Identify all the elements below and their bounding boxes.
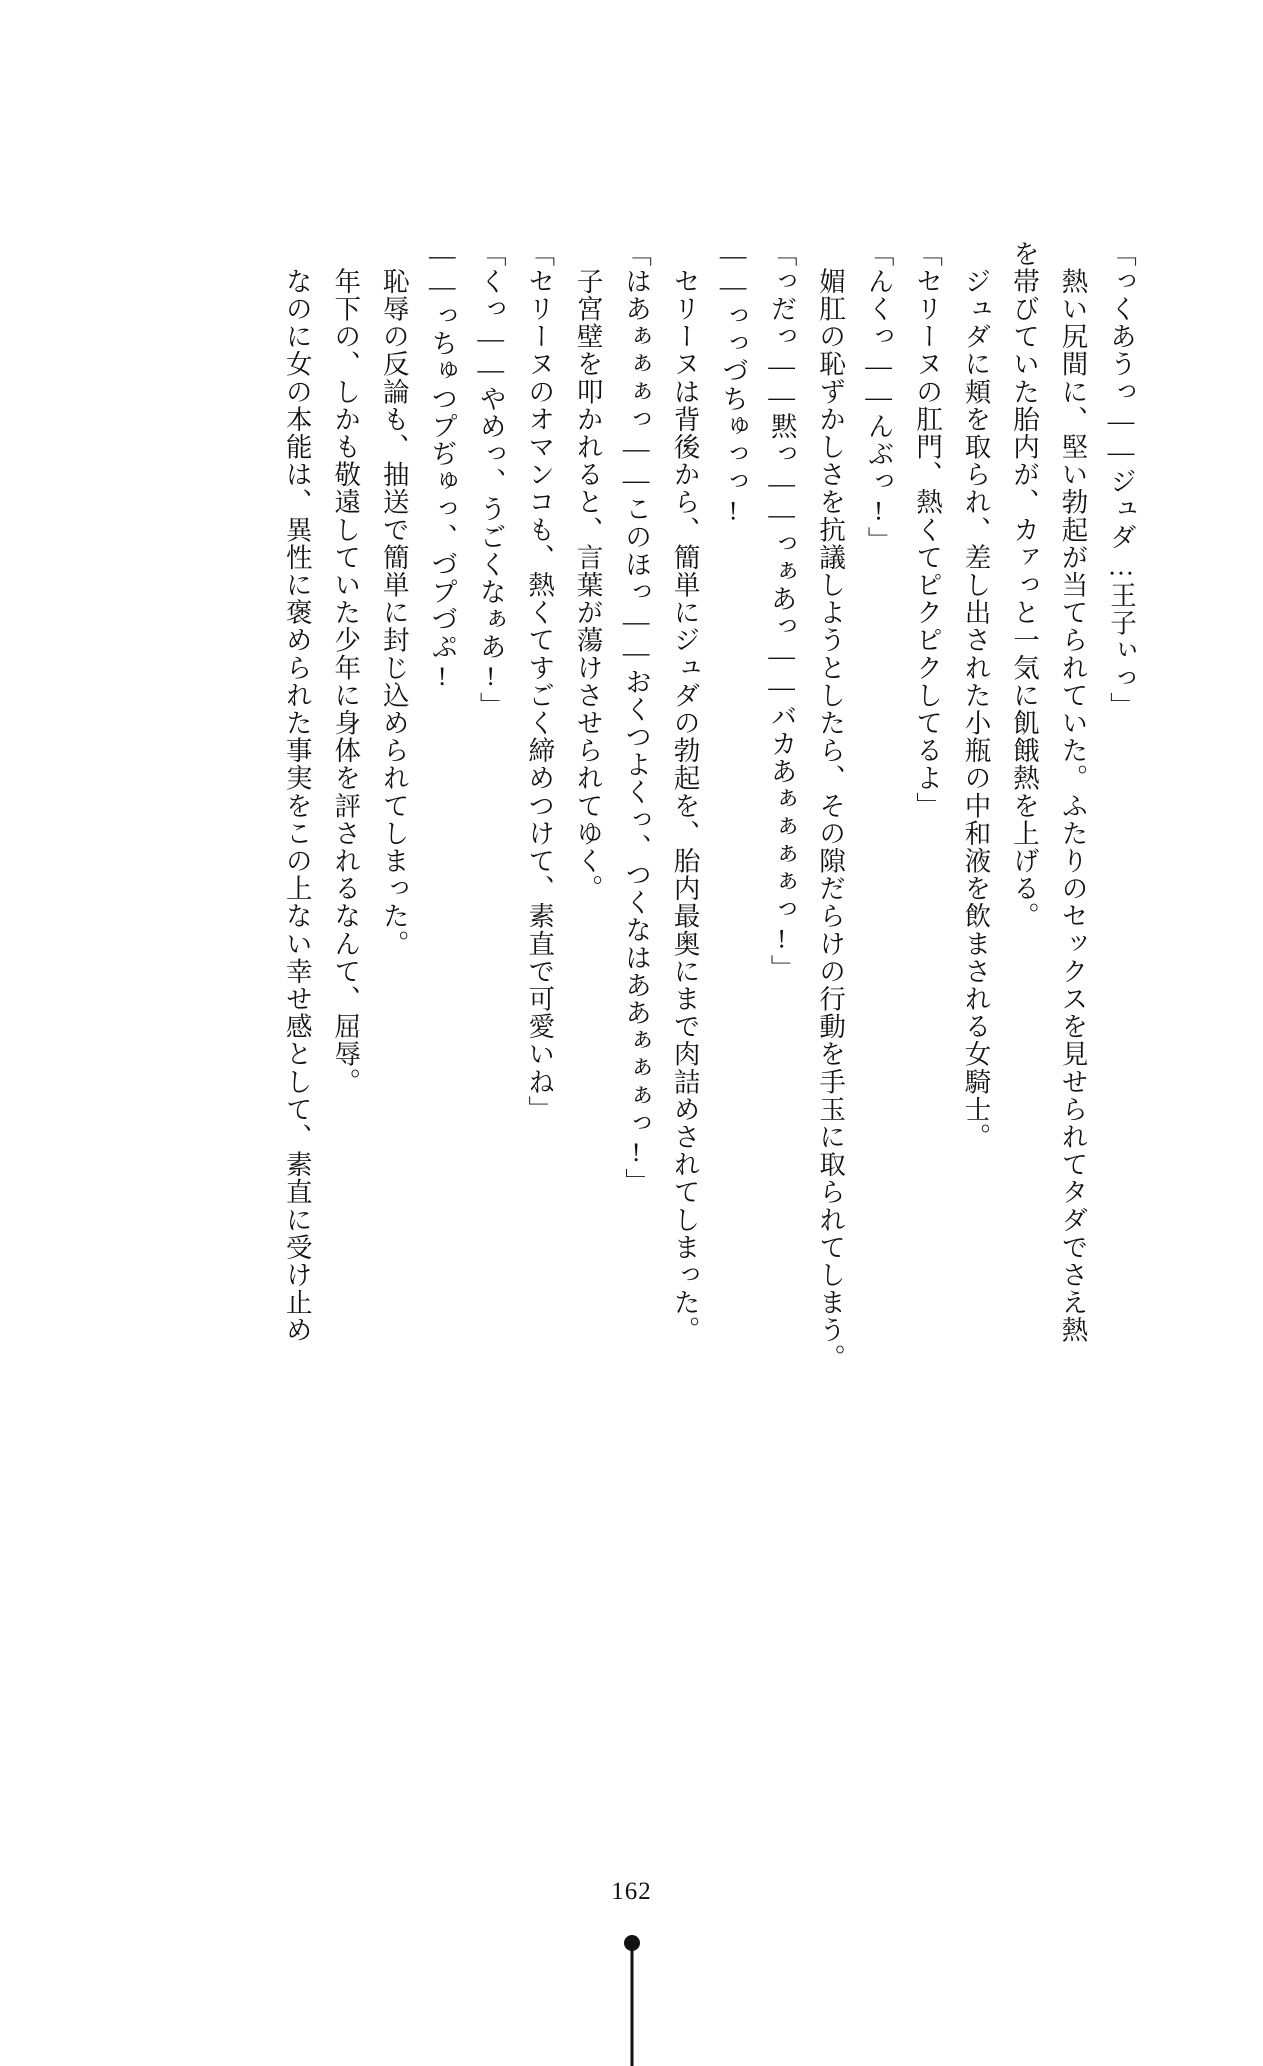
text-line: 年下の、しかも敬遠していた少年に身体を評されるなんて、屈辱。 [330,240,361,1096]
text-line: ——っっづちゅっっ! [718,240,749,527]
text-line: 「っくあうっ——ジュダ…王子ぃっ」 [1106,240,1136,720]
text-line: 「んくっ——んぶっ!」 [863,240,894,555]
text-line: 熱い尻間に、堅い勃起が当てられていた。ふたりのセックスを見せられてタダでさえ熱 [1057,240,1088,1344]
vertical-text-body [205,240,1145,1640]
text-line: ジュダに頬を取られ、差し出された小瓶の中和液を飲まされる女騎士。 [960,240,991,1151]
text-line: 「セリーヌのオマンコも、熱くてすごく締めつけて、素直で可愛いね」 [524,240,555,1124]
text-line: 媚肛の恥ずかしさを抗議しようとしたら、その隙だらけの行動を手玉に取られてしまう。 [815,240,846,1372]
text-line: なのに女の本能は、異性に褒められた事実をこの上ない幸せ感として、素直に受け止め [281,240,312,1344]
text-line: 子宮壁を叩かれると、言葉が蕩けさせられてゆく。 [572,240,603,903]
text-line: 「っだっ——黙っ——っぁあっ——バカあぁぁぁぁっ!」 [766,240,797,983]
text-line: 恥辱の反論も、抽送で簡単に封じ込められてしまった。 [378,240,409,958]
text-line: を帯びていた胎内が、カァっと一気に飢餓熱を上げる。 [1009,240,1040,930]
text-line: 「セリーヌの肛門、熱くてピクピクしてるよ」 [912,240,943,820]
text-line: セリーヌは背後から、簡単にジュダの勃起を、胎内最奥にまで肉詰めされてしまった。 [669,240,700,1344]
text-line: ——っちゅつプぢゅっ、づプづぷ! [427,240,458,693]
text-line: 「はあぁぁぁっ——このほっ——おくつよくっ、つくなはああぁぁぁっ!」 [621,240,652,1196]
text-line: 「くっ——やめっ、うごくなぁあ!」 [475,240,506,720]
footer-rule-ornament [630,1950,633,2066]
page-number: 162 [611,1878,652,1905]
footer-dot-ornament [624,1935,640,1951]
